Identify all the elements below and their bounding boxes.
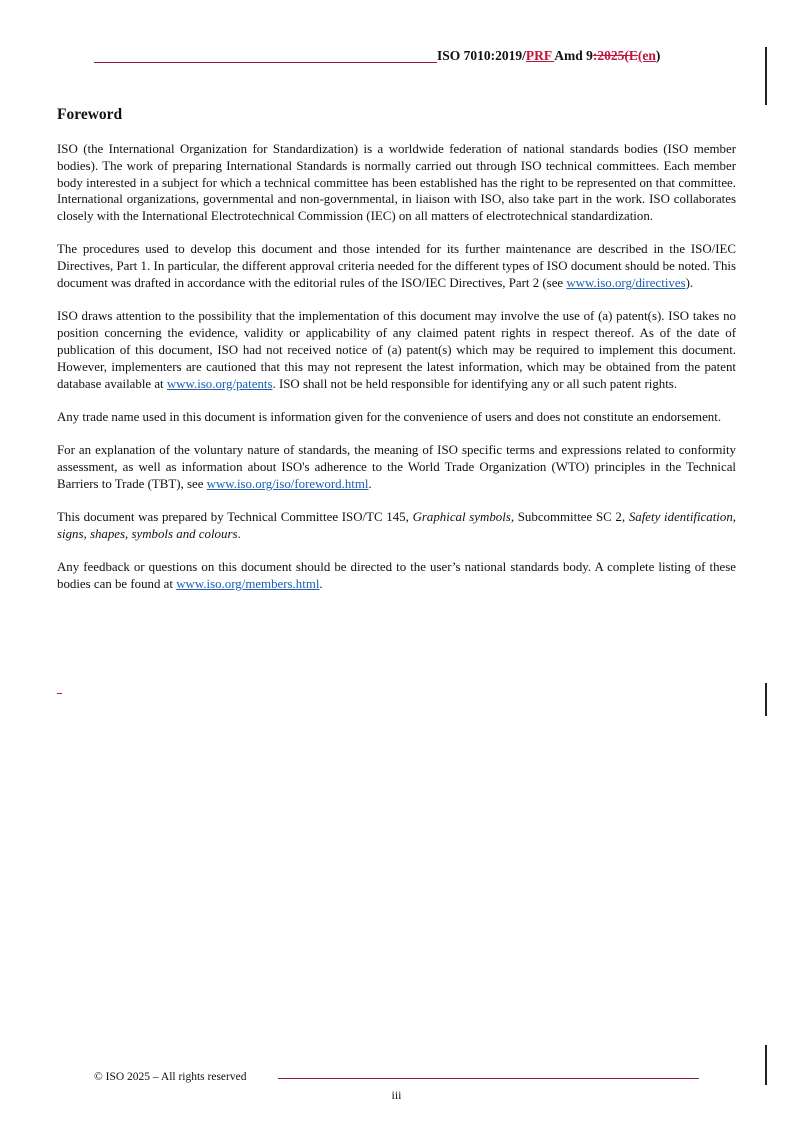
paragraph-patents bbox=[57, 308, 736, 392]
paragraph-text: Any feedback or questions on this document should be directed to the user’s national standards body. A complete listing of these bodies can be found at bbox=[57, 560, 736, 591]
header-standard: ISO 7010:2019/ bbox=[437, 48, 526, 63]
paragraph-text: . ISO shall not be held responsible for identifying any or all such patent rights. bbox=[272, 376, 678, 391]
insertion-mark bbox=[57, 693, 62, 694]
paragraph-text: The procedures used to develop this document and those intended for its further maintenance are described in the ISO/IEC Directives, Part 1. In particular, the different approval criteria needed for the different types of ISO document should be noted. This document was drafted in accordance with the editorial rules of the ISO/IEC Directives, Part 2 (see bbox=[57, 242, 736, 291]
directives-link[interactable]: www.iso.org/directives bbox=[566, 276, 686, 291]
paragraph-text: ISO (the International Organization for Standardization) is a worldwide federation of national standards bodies (ISO member bodies). The work of preparing International Standards is normally carried out through ISO technical committees. Each member body interested in a subject for which a technical committee has been established has the right to be represented on that committee. International organizations, governmental and non-governmental, in liaison with ISO, also take part in the work. ISO collaborates closely with the International Electrotechnical Commission (IEC) on all matters of electrotechnical standardization. bbox=[57, 142, 736, 224]
paragraph-text: , Subcommittee SC 2, bbox=[510, 510, 629, 525]
header-amendment: Amd 9 bbox=[554, 48, 593, 63]
page-title: Foreword bbox=[57, 106, 123, 123]
paragraph-feedback bbox=[57, 559, 736, 593]
header-inserted-prf: PRF bbox=[525, 48, 555, 63]
paragraph-text: This document was prepared by Technical Committee ISO/TC 145, bbox=[57, 510, 413, 525]
foreword-link[interactable]: www.iso.org/iso/foreword.html bbox=[206, 476, 369, 491]
paragraph-committee bbox=[57, 509, 736, 543]
header-rule bbox=[94, 62, 437, 63]
patents-link[interactable]: www.iso.org/patents bbox=[166, 376, 273, 391]
copyright-notice: © ISO 2025 – All rights reserved bbox=[94, 1071, 247, 1083]
paragraph-procedures bbox=[57, 241, 736, 291]
paragraph-text: . bbox=[368, 476, 372, 491]
committee-title: Graphical symbols bbox=[412, 510, 511, 525]
change-bar bbox=[765, 683, 767, 716]
paragraph-text: For an explanation of the voluntary nature of standards, the meaning of ISO specific terms and expressions related to conformity assessment, as well as information about ISO's adherence to the World Trade Organization (WTO) principles in the Technical Barriers to Trade (TBT), see bbox=[57, 443, 736, 491]
change-bar bbox=[765, 47, 767, 105]
paragraph-text: ). bbox=[685, 276, 694, 291]
paragraph-text: . bbox=[319, 576, 323, 591]
paragraph-text: . bbox=[237, 526, 241, 541]
page-number: iii bbox=[391, 1088, 402, 1102]
paragraph-text: Any trade name used in this document is information given for the convenience of users and does not constitute an endorsement. bbox=[57, 409, 722, 424]
header-standard-id bbox=[437, 48, 660, 64]
footer-rule bbox=[278, 1078, 699, 1079]
change-bar bbox=[765, 1045, 767, 1085]
subcommittee-title: Safety identification, signs, shapes, symbols and colours bbox=[57, 510, 737, 541]
header-deleted-date: :2025(E bbox=[592, 48, 638, 63]
paragraph-voluntary-nature bbox=[57, 442, 736, 492]
foreword-section bbox=[57, 106, 736, 609]
members-link[interactable]: www.iso.org/members.html bbox=[176, 576, 320, 591]
paragraph-text: ISO draws attention to the possibility that the implementation of this document may involve the use of (a) patent(s). ISO takes no position concerning the evidence, validity or applicability of any claimed patent rights in respect thereof. As of the date of publication of this document, ISO had not received notice of (a) patent(s) which may be required to implement this document. However, implementers are cautioned that this may not represent the latest information, which may be obtained from the patent database available at bbox=[57, 309, 736, 391]
paragraph-iso-intro bbox=[57, 141, 736, 225]
header-inserted-lang: (en bbox=[637, 48, 656, 63]
header-closing: ) bbox=[655, 48, 661, 63]
paragraph-trade-name bbox=[57, 409, 736, 426]
